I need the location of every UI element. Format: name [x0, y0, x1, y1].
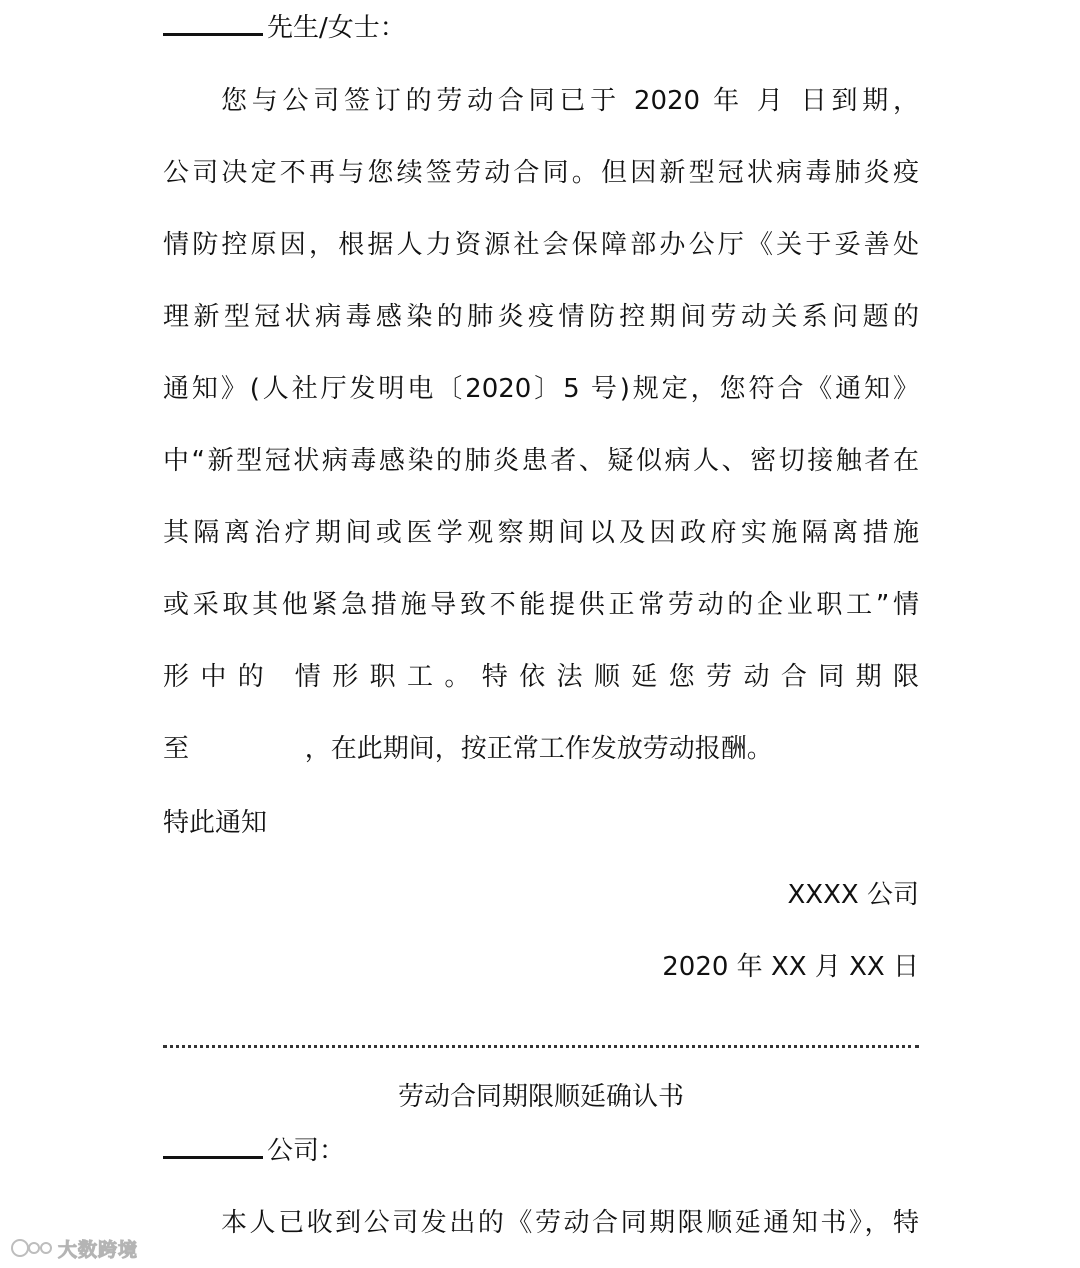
- watermark-text: 大数跨境: [58, 1238, 139, 1261]
- notice-body-line-4: 理新型冠状病毒感染的肺炎疫情防控期间劳动关系问题的: [163, 302, 919, 332]
- notice-body-line-6: 中“新型冠状病毒感染的肺炎患者、疑似病人、密切接触者在: [163, 446, 919, 476]
- notice-body-line-10: 至 ，在此期间，按正常工作发放劳动报酬。: [163, 734, 773, 764]
- dashuju-logo-icon: [10, 1236, 54, 1260]
- notice-body-line-8: 或采取其他紧急措施导致不能提供正常劳动的企业职工”情: [163, 590, 919, 620]
- notice-closing: 特此通知: [163, 808, 268, 838]
- notice-body-line-1: 您与公司签订的劳动合同已于 2020 年 月 日到期，: [221, 86, 919, 116]
- watermark: [10, 1234, 138, 1262]
- company-blank: [163, 1134, 263, 1159]
- name-blank: [163, 11, 263, 36]
- notice-body-line-5: 通知》(人社厅发明电〔2020〕5 号)规定，您符合《通知》: [163, 374, 919, 404]
- notice-body-line-9: 形中的 情形职工。特依法顺延您劳动合同期限: [163, 662, 919, 692]
- section-divider: [163, 1045, 919, 1048]
- confirmation-body-line-1: 本人已收到公司发出的《劳动合同期限顺延通知书》，特: [221, 1208, 919, 1238]
- notice-salutation: 先生/女士：: [267, 13, 406, 43]
- confirmation-salutation-line: [163, 1133, 919, 1169]
- notice-body-line-3: 情防控原因，根据人力资源社会保障部办公厅《关于妥善处: [163, 230, 919, 260]
- notice-date: 2020 年 XX 月 XX 日: [662, 952, 919, 982]
- notice-body-line-7: 其隔离治疗期间或医学观察期间以及因政府实施隔离措施: [163, 518, 919, 548]
- notice-company: XXXX 公司: [787, 880, 919, 910]
- confirmation-title: 劳动合同期限顺延确认书: [397, 1082, 684, 1112]
- notice-salutation-line: [163, 10, 919, 46]
- notice-body-line-2: 公司决定不再与您续签劳动合同。但因新型冠状病毒肺炎疫: [163, 158, 919, 188]
- confirmation-salutation: 公司：: [267, 1136, 346, 1166]
